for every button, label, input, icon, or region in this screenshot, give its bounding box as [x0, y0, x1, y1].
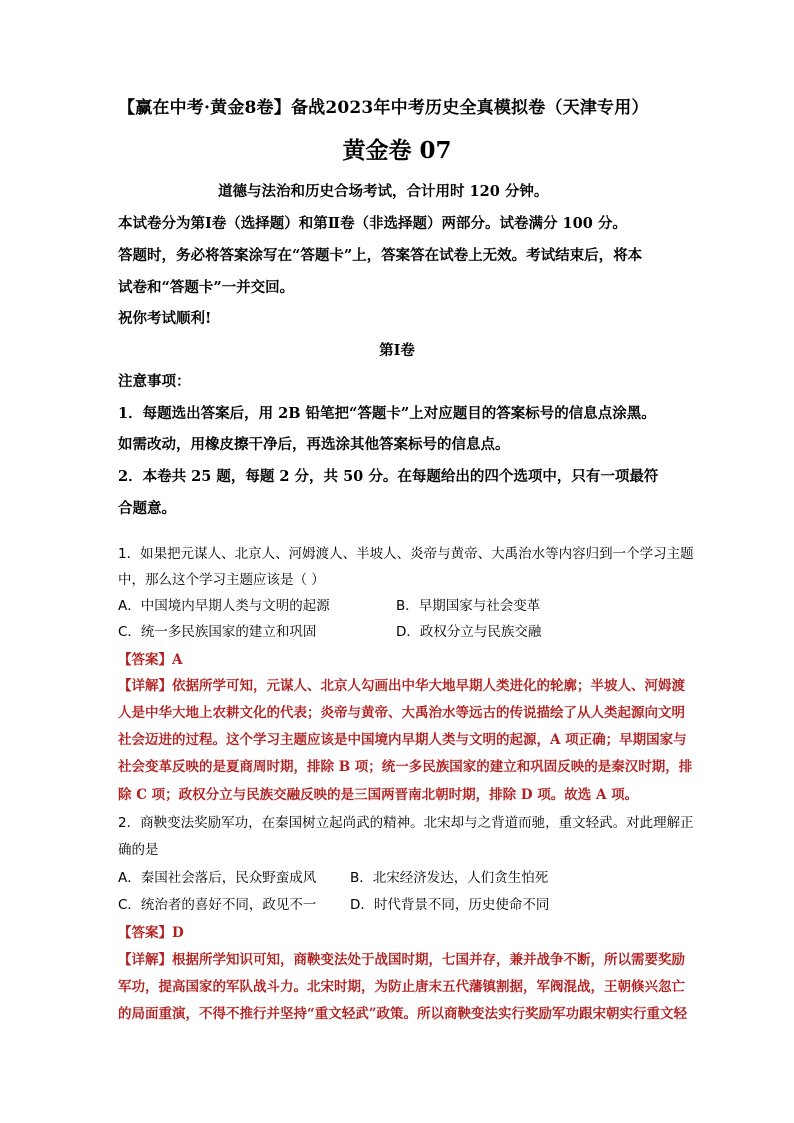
intro-line: 试卷和“答题卡”一并交回。: [118, 279, 295, 296]
explanation-line: 人是中华大地上农耕文化的代表；炎帝与黄帝、大禹治水等远古的传说描绘了从人类起源向文明: [118, 705, 685, 721]
option-c: C．统治者的喜好不同，政见不一: [118, 897, 317, 913]
option-d: D．时代背景不同，历史使命不同: [350, 897, 550, 913]
question-stem: 2．商鞅变法奖励军功，在秦国树立起尚武的精神。北宋却与之背道而驰，重文轻武。对此理解正: [118, 815, 694, 831]
option-c: C．统一多民族国家的建立和巩固: [118, 624, 317, 640]
section-heading: 第Ⅰ卷: [379, 342, 415, 359]
explanation-line: 的局面重演，不得不推行并坚持“重文轻武”政策。所以商鞅变法实行奖励军功跟宋朝实行重文轻: [118, 1006, 688, 1022]
note-line: 1．每题选出答案后，用 2B 铅笔把“答题卡”上对应题目的答案标号的信息点涂黑。: [118, 405, 656, 422]
question-stem: 中，那么这个学习主题应该是（ ）: [118, 572, 325, 588]
explanation-line: 除 C 项；政权分立与民族交融反映的是三国两晋南北朝时期，排除 D 项。故选 A 项。: [118, 787, 639, 803]
option-a: A．秦国社会落后，民众野蛮成风: [118, 870, 317, 886]
notes-title: 注意事项：: [118, 373, 191, 390]
explanation-line: 社会迈进的过程。这个学习主题应该是中国境内早期人类与文明的起源，A 项正确；早期国家与: [118, 732, 687, 748]
note-line: 2．本卷共 25 题，每题 2 分，共 50 分。在每题给出的四个选项中，只有一项最符: [118, 468, 659, 485]
explanation-line: 【详解】根据所学知识可知，商鞅变法处于战国时期，七国并存，兼并战争不断，所以需要奖励: [118, 952, 685, 968]
paper-subtitle: 黄金卷 07: [342, 137, 452, 164]
question-stem: 1．如果把元谋人、北京人、河姆渡人、半坡人、炎帝与黄帝、大禹治水等内容归到一个学习主题: [118, 546, 694, 562]
explanation-line: 军功，提高国家的军队战斗力。北宋时期，为防止唐末五代藩镇割据，军阀混战，王朝倏兴忽亡: [118, 979, 685, 995]
answer-label: 【答案】A: [118, 652, 183, 668]
note-line: 合题意。: [118, 500, 176, 517]
option-b: B．北宋经济发达，人们贪生怕死: [350, 870, 549, 886]
answer-label: 【答案】D: [118, 925, 184, 941]
intro-line: 答题时，务必将答案涂写在“答题卡”上，答案答在试卷上无效。考试结束后，将本: [118, 247, 643, 264]
option-b: B．早期国家与社会变革: [396, 598, 541, 614]
intro-line: 道德与法治和历史合场考试，合计用时 120 分钟。: [218, 183, 549, 200]
explanation-line: 社会变革反映的是夏商周时期，排除 B 项；统一多民族国家的建立和巩固反映的是秦汉时期，排: [118, 759, 693, 775]
document-title: 【赢在中考·黄金8卷】备战2023年中考历史全真模拟卷（天津专用）: [118, 98, 649, 118]
option-d: D．政权分立与民族交融: [396, 624, 542, 640]
question-stem: 确的是: [118, 842, 159, 858]
intro-line: 祝你考试顺利!: [118, 310, 212, 327]
option-a: A．中国境内早期人类与文明的起源: [118, 598, 330, 614]
note-line: 如需改动，用橡皮擦干净后，再选涂其他答案标号的信息点。: [118, 436, 510, 453]
intro-line: 本试卷分为第Ⅰ卷（选择题）和第Ⅱ卷（非选择题）两部分。试卷满分 100 分。: [118, 215, 627, 232]
explanation-line: 【详解】依据所学可知，元谋人、北京人勾画出中华大地早期人类进化的轮廓；半坡人、河姆渡: [118, 678, 685, 694]
